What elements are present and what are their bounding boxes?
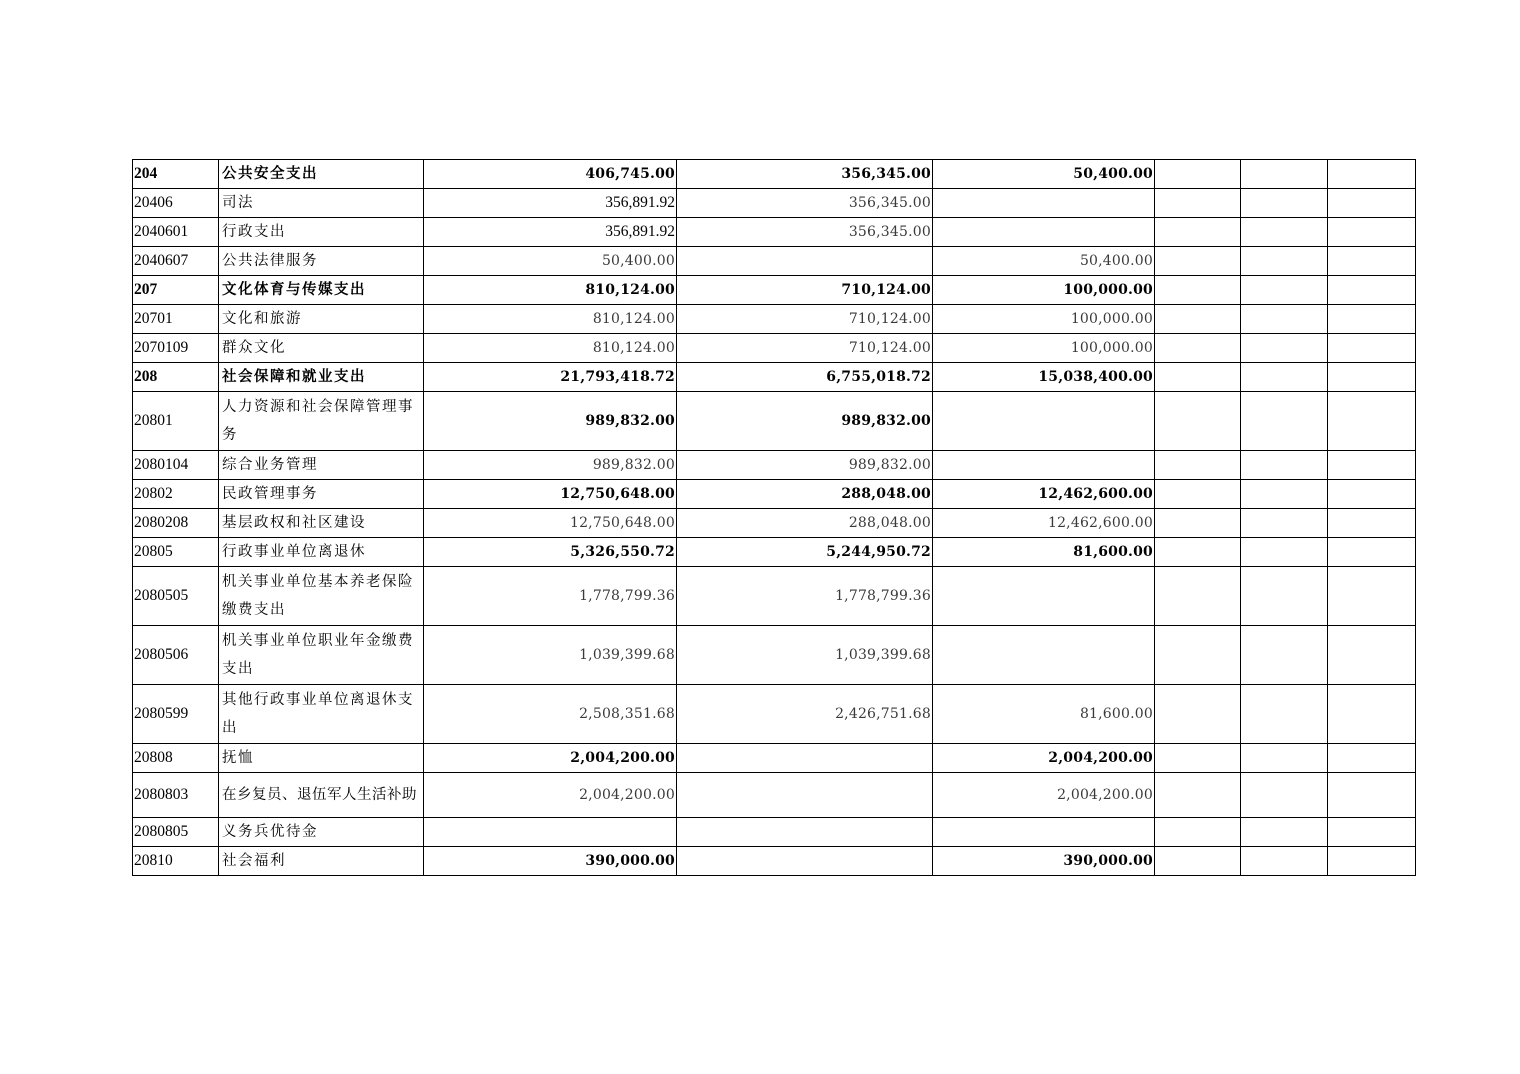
empty-cell: [1328, 685, 1416, 744]
table-row: [133, 451, 1416, 480]
subject-code: 20406: [133, 189, 219, 218]
basic-expenditure: 1,039,399.68: [677, 626, 933, 685]
basic-expenditure: 5,244,950.72: [677, 538, 933, 567]
total-amount: 12,750,648.00: [424, 480, 677, 509]
basic-expenditure: 710,124.00: [677, 334, 933, 363]
empty-cell: [1241, 334, 1328, 363]
empty-cell: [1328, 818, 1416, 847]
basic-expenditure: 989,832.00: [677, 392, 933, 451]
basic-expenditure: [677, 847, 933, 876]
total-amount: 810,124.00: [424, 305, 677, 334]
empty-cell: [1241, 305, 1328, 334]
empty-cell: [1241, 744, 1328, 773]
table-row: [133, 334, 1416, 363]
subject-name: 基层政权和社区建设: [219, 509, 424, 538]
empty-cell: [1155, 773, 1241, 818]
basic-expenditure: 989,832.00: [677, 451, 933, 480]
empty-cell: [1241, 626, 1328, 685]
empty-cell: [1241, 276, 1328, 305]
table-row: [133, 818, 1416, 847]
empty-cell: [1241, 160, 1328, 189]
empty-cell: [1328, 392, 1416, 451]
basic-expenditure: 356,345.00: [677, 218, 933, 247]
empty-cell: [1328, 567, 1416, 626]
subject-name: 机关事业单位职业年金缴费支出: [219, 626, 424, 685]
subject-code: 207: [133, 276, 219, 305]
project-expenditure: 2,004,200.00: [933, 744, 1155, 773]
empty-cell: [1241, 363, 1328, 392]
subject-name: 司法: [219, 189, 424, 218]
basic-expenditure: [677, 773, 933, 818]
total-amount: 390,000.00: [424, 847, 677, 876]
table-row: [133, 509, 1416, 538]
project-expenditure: [933, 451, 1155, 480]
project-expenditure: 100,000.00: [933, 334, 1155, 363]
subject-code: 2080208: [133, 509, 219, 538]
basic-expenditure: 356,345.00: [677, 189, 933, 218]
table-row: [133, 363, 1416, 392]
empty-cell: [1328, 334, 1416, 363]
total-amount: [424, 818, 677, 847]
empty-cell: [1155, 509, 1241, 538]
empty-cell: [1155, 160, 1241, 189]
table-row: [133, 160, 1416, 189]
basic-expenditure: 2,426,751.68: [677, 685, 933, 744]
empty-cell: [1328, 480, 1416, 509]
project-expenditure: [933, 218, 1155, 247]
total-amount: 5,326,550.72: [424, 538, 677, 567]
empty-cell: [1155, 363, 1241, 392]
project-expenditure: [933, 392, 1155, 451]
subject-code: 2040607: [133, 247, 219, 276]
empty-cell: [1328, 773, 1416, 818]
subject-name: 群众文化: [219, 334, 424, 363]
empty-cell: [1155, 305, 1241, 334]
empty-cell: [1241, 451, 1328, 480]
total-amount: 12,750,648.00: [424, 509, 677, 538]
subject-code: 2080805: [133, 818, 219, 847]
subject-name: 机关事业单位基本养老保险缴费支出: [219, 567, 424, 626]
table-row: [133, 538, 1416, 567]
empty-cell: [1155, 626, 1241, 685]
empty-cell: [1328, 744, 1416, 773]
subject-code: 20808: [133, 744, 219, 773]
total-amount: 1,039,399.68: [424, 626, 677, 685]
project-expenditure: 100,000.00: [933, 276, 1155, 305]
empty-cell: [1241, 685, 1328, 744]
empty-cell: [1155, 392, 1241, 451]
basic-expenditure: 288,048.00: [677, 480, 933, 509]
empty-cell: [1241, 509, 1328, 538]
total-amount: 2,508,351.68: [424, 685, 677, 744]
subject-name: 综合业务管理: [219, 451, 424, 480]
subject-name: 公共安全支出: [219, 160, 424, 189]
empty-cell: [1155, 189, 1241, 218]
empty-cell: [1155, 744, 1241, 773]
table-row: [133, 218, 1416, 247]
table-row: [133, 305, 1416, 334]
subject-name: 文化和旅游: [219, 305, 424, 334]
empty-cell: [1155, 538, 1241, 567]
empty-cell: [1328, 218, 1416, 247]
subject-name: 行政支出: [219, 218, 424, 247]
table-row: [133, 276, 1416, 305]
empty-cell: [1155, 334, 1241, 363]
empty-cell: [1328, 509, 1416, 538]
subject-name: 在乡复员、退伍军人生活补助: [219, 773, 424, 818]
total-amount: 356,891.92: [424, 218, 677, 247]
empty-cell: [1241, 847, 1328, 876]
subject-name: 社会保障和就业支出: [219, 363, 424, 392]
empty-cell: [1155, 247, 1241, 276]
empty-cell: [1328, 363, 1416, 392]
empty-cell: [1328, 305, 1416, 334]
basic-expenditure: 356,345.00: [677, 160, 933, 189]
subject-name: 义务兵优待金: [219, 818, 424, 847]
subject-code: 2080599: [133, 685, 219, 744]
subject-code: 2070109: [133, 334, 219, 363]
empty-cell: [1155, 451, 1241, 480]
project-expenditure: 50,400.00: [933, 247, 1155, 276]
subject-code: 2040601: [133, 218, 219, 247]
table-row: [133, 247, 1416, 276]
project-expenditure: 390,000.00: [933, 847, 1155, 876]
project-expenditure: 100,000.00: [933, 305, 1155, 334]
table-row: [133, 480, 1416, 509]
empty-cell: [1241, 773, 1328, 818]
total-amount: 810,124.00: [424, 334, 677, 363]
empty-cell: [1328, 247, 1416, 276]
project-expenditure: 2,004,200.00: [933, 773, 1155, 818]
empty-cell: [1241, 218, 1328, 247]
total-amount: 989,832.00: [424, 451, 677, 480]
basic-expenditure: [677, 744, 933, 773]
empty-cell: [1241, 189, 1328, 218]
subject-code: 2080506: [133, 626, 219, 685]
empty-cell: [1241, 480, 1328, 509]
table-row: [133, 626, 1416, 685]
empty-cell: [1328, 189, 1416, 218]
table-row: [133, 392, 1416, 451]
empty-cell: [1328, 276, 1416, 305]
table-row: [133, 744, 1416, 773]
empty-cell: [1241, 392, 1328, 451]
project-expenditure: 15,038,400.00: [933, 363, 1155, 392]
project-expenditure: 50,400.00: [933, 160, 1155, 189]
total-amount: 989,832.00: [424, 392, 677, 451]
table-row: [133, 685, 1416, 744]
project-expenditure: 81,600.00: [933, 538, 1155, 567]
project-expenditure: 81,600.00: [933, 685, 1155, 744]
basic-expenditure: 288,048.00: [677, 509, 933, 538]
subject-name: 文化体育与传媒支出: [219, 276, 424, 305]
subject-name: 行政事业单位离退休: [219, 538, 424, 567]
basic-expenditure: 710,124.00: [677, 276, 933, 305]
total-amount: 356,891.92: [424, 189, 677, 218]
total-amount: 2,004,200.00: [424, 773, 677, 818]
empty-cell: [1155, 818, 1241, 847]
empty-cell: [1241, 567, 1328, 626]
subject-name: 其他行政事业单位离退休支出: [219, 685, 424, 744]
subject-code: 208: [133, 363, 219, 392]
basic-expenditure: 6,755,018.72: [677, 363, 933, 392]
table-row: [133, 773, 1416, 818]
total-amount: 406,745.00: [424, 160, 677, 189]
subject-name: 社会福利: [219, 847, 424, 876]
table-row: [133, 567, 1416, 626]
table-row: [133, 189, 1416, 218]
empty-cell: [1155, 276, 1241, 305]
total-amount: 2,004,200.00: [424, 744, 677, 773]
empty-cell: [1241, 247, 1328, 276]
subject-code: 2080104: [133, 451, 219, 480]
project-expenditure: [933, 626, 1155, 685]
empty-cell: [1155, 847, 1241, 876]
subject-code: 20802: [133, 480, 219, 509]
subject-code: 20801: [133, 392, 219, 451]
subject-name: 公共法律服务: [219, 247, 424, 276]
subject-code: 204: [133, 160, 219, 189]
subject-name: 抚恤: [219, 744, 424, 773]
table-row: [133, 847, 1416, 876]
project-expenditure: [933, 189, 1155, 218]
project-expenditure: 12,462,600.00: [933, 480, 1155, 509]
empty-cell: [1328, 451, 1416, 480]
empty-cell: [1155, 567, 1241, 626]
empty-cell: [1328, 160, 1416, 189]
subject-name: 人力资源和社会保障管理事务: [219, 392, 424, 451]
total-amount: 50,400.00: [424, 247, 677, 276]
project-expenditure: [933, 818, 1155, 847]
basic-expenditure: 1,778,799.36: [677, 567, 933, 626]
subject-code: 2080505: [133, 567, 219, 626]
basic-expenditure: [677, 818, 933, 847]
empty-cell: [1241, 538, 1328, 567]
basic-expenditure: [677, 247, 933, 276]
total-amount: 810,124.00: [424, 276, 677, 305]
empty-cell: [1155, 218, 1241, 247]
empty-cell: [1155, 685, 1241, 744]
subject-code: 20701: [133, 305, 219, 334]
empty-cell: [1328, 538, 1416, 567]
empty-cell: [1155, 480, 1241, 509]
empty-cell: [1241, 818, 1328, 847]
total-amount: 21,793,418.72: [424, 363, 677, 392]
budget-table: [132, 159, 1416, 876]
subject-code: 2080803: [133, 773, 219, 818]
basic-expenditure: 710,124.00: [677, 305, 933, 334]
subject-code: 20810: [133, 847, 219, 876]
project-expenditure: 12,462,600.00: [933, 509, 1155, 538]
subject-code: 20805: [133, 538, 219, 567]
total-amount: 1,778,799.36: [424, 567, 677, 626]
empty-cell: [1328, 626, 1416, 685]
subject-name: 民政管理事务: [219, 480, 424, 509]
empty-cell: [1328, 847, 1416, 876]
project-expenditure: [933, 567, 1155, 626]
